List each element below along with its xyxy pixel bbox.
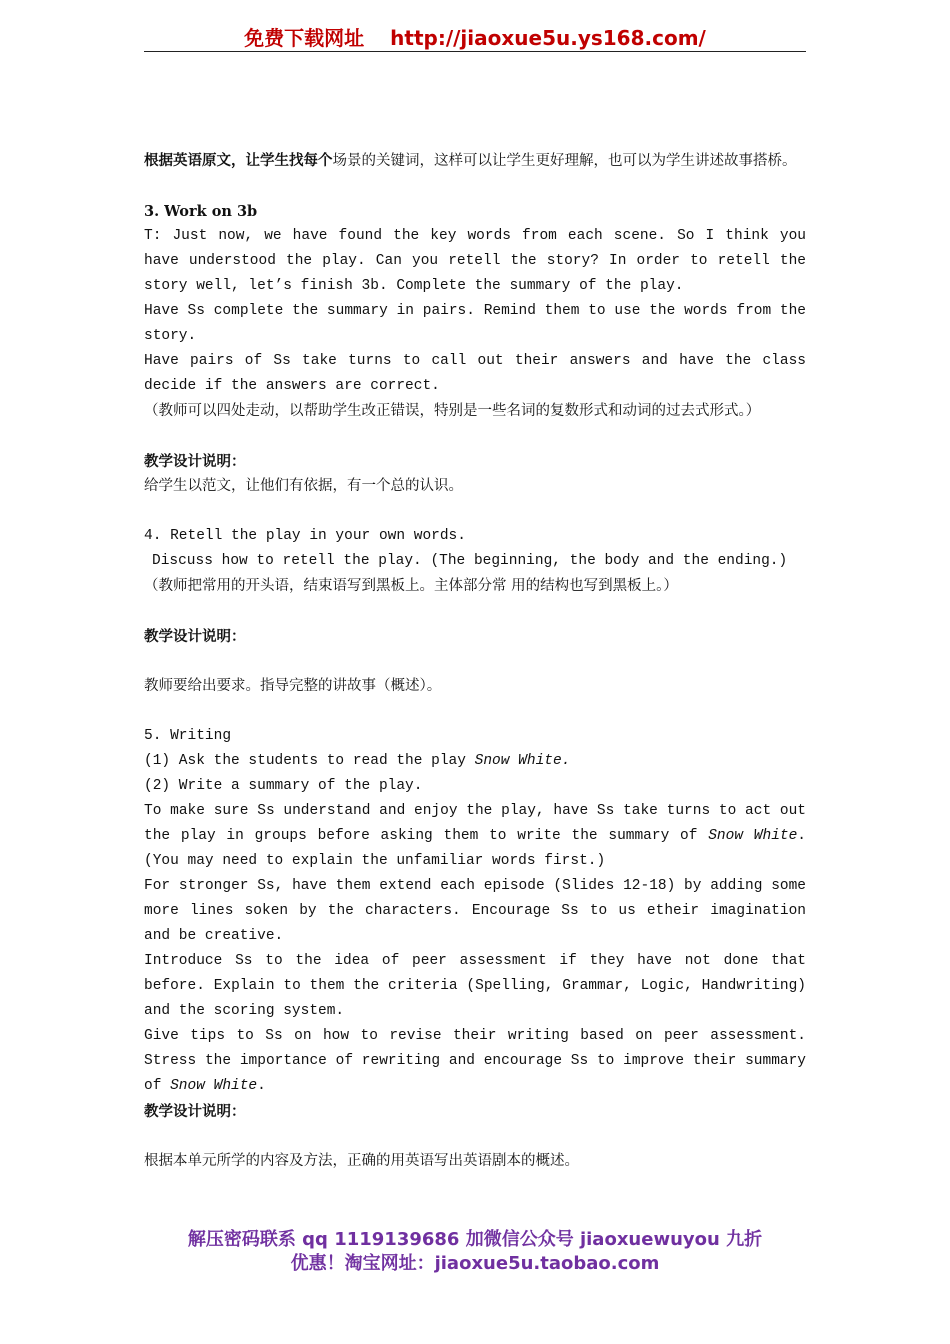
section-4-heading: 4. Retell the play in your own words. (144, 528, 466, 544)
design-text-1: 给学生以范文，让他们有依据，有一个总的认识。 (144, 478, 463, 494)
section-3-heading: 3. Work on 3b (144, 203, 258, 220)
section-4-note: （教师把常用的开头语，结束语写到黑板上。主体部分常 用的结构也写到黑板上。） (144, 578, 678, 594)
section-5-item-1 (144, 749, 806, 774)
download-header (144, 22, 806, 50)
section-3-paragraph-3: Have pairs of Ss take turns to call out their answers and have the class decide if the answers are correct. (144, 353, 806, 394)
intro-bold-text: 根据英语原文，让学生找每个 (144, 152, 333, 169)
document-body (144, 148, 806, 1174)
section-5-paragraph-1-text: To make sure Ss understand and enjoy the play, have Ss take turns to act out the play in groups before asking them to write the summary of (144, 803, 806, 844)
section-3-note: （教师可以四处走动，以帮助学生改正错误，特别是一些名词的复数形式和动词的过去式形式。） (144, 403, 761, 419)
design-text-2: 教师要给出要求。指导完整的讲故事（概述）。 (144, 678, 442, 694)
section-5-paragraph-1-title: Snow White (708, 828, 798, 844)
section-5-paragraph-4-end: . (257, 1078, 266, 1094)
header-label: 免费下载网址 (244, 26, 365, 50)
section-5-item-1-title: Snow White. (474, 753, 571, 769)
contact-footer (144, 1228, 806, 1276)
design-label-3: 教学设计说明： (144, 1103, 246, 1120)
section-5-item-2: (2) Write a summary of the play. (144, 778, 423, 794)
design-label-2: 教学设计说明： (144, 628, 246, 645)
section-5-paragraph-4-text: Give tips to Ss on how to revise their writing based on peer assessment. Stress the importance of rewriting and encourage Ss to improve their summary of (144, 1028, 806, 1094)
header-url-link[interactable]: http://jiaoxue5u.ys168.com/ (390, 26, 706, 50)
design-label-1: 教学设计说明： (144, 453, 246, 470)
section-5-item-1-text: (1) Ask the students to read the play (144, 753, 475, 769)
header-divider (144, 51, 806, 52)
section-5-paragraph-2: For stronger Ss, have them extend each episode (Slides 12-18) by adding some more lines soken by the characters. Encourage Ss to us etheir imagination and be creative. (144, 878, 806, 944)
intro-paragraph (144, 148, 806, 174)
section-3-paragraph-1: T: Just now, we have found the key words from each scene. So I think you have understood the play. Can you retell the story? In order to retell the story well, let’s finish 3b. Complete the summary of the play. (144, 228, 806, 294)
section-5-paragraph-4-title: Snow White (170, 1078, 258, 1094)
section-5-paragraph-1 (144, 799, 806, 874)
section-5-paragraph-1-end: . (You may need to explain the unfamiliar words first.) (144, 828, 806, 869)
section-3-paragraph-2: Have Ss complete the summary in pairs. Remind them to use the words from the story. (144, 303, 806, 344)
section-4-paragraph: Discuss how to retell the play. (The beginning, the body and the ending.) (152, 553, 788, 569)
section-5-paragraph-4 (144, 1024, 806, 1099)
intro-text: 场景的关键词，这样可以让学生更好理解，也可以为学生讲述故事搭桥。 (332, 153, 797, 169)
footer-line-2[interactable]: 优惠！淘宝网址：jiaoxue5u.taobao.com (290, 1253, 660, 1274)
design-text-3: 根据本单元所学的内容及方法，正确的用英语写出英语剧本的概述。 (144, 1153, 579, 1169)
footer-line-1: 解压密码联系 qq 1119139686 加微信公众号 jiaoxuewuyou 九折 (187, 1229, 763, 1250)
section-5-paragraph-3: Introduce Ss to the idea of peer assessment if they have not done that before. Explain to them the criteria (Spelling, Grammar, Logic, Handwriting) and the scoring system. (144, 953, 806, 1019)
section-5-heading: 5. Writing (144, 728, 232, 744)
